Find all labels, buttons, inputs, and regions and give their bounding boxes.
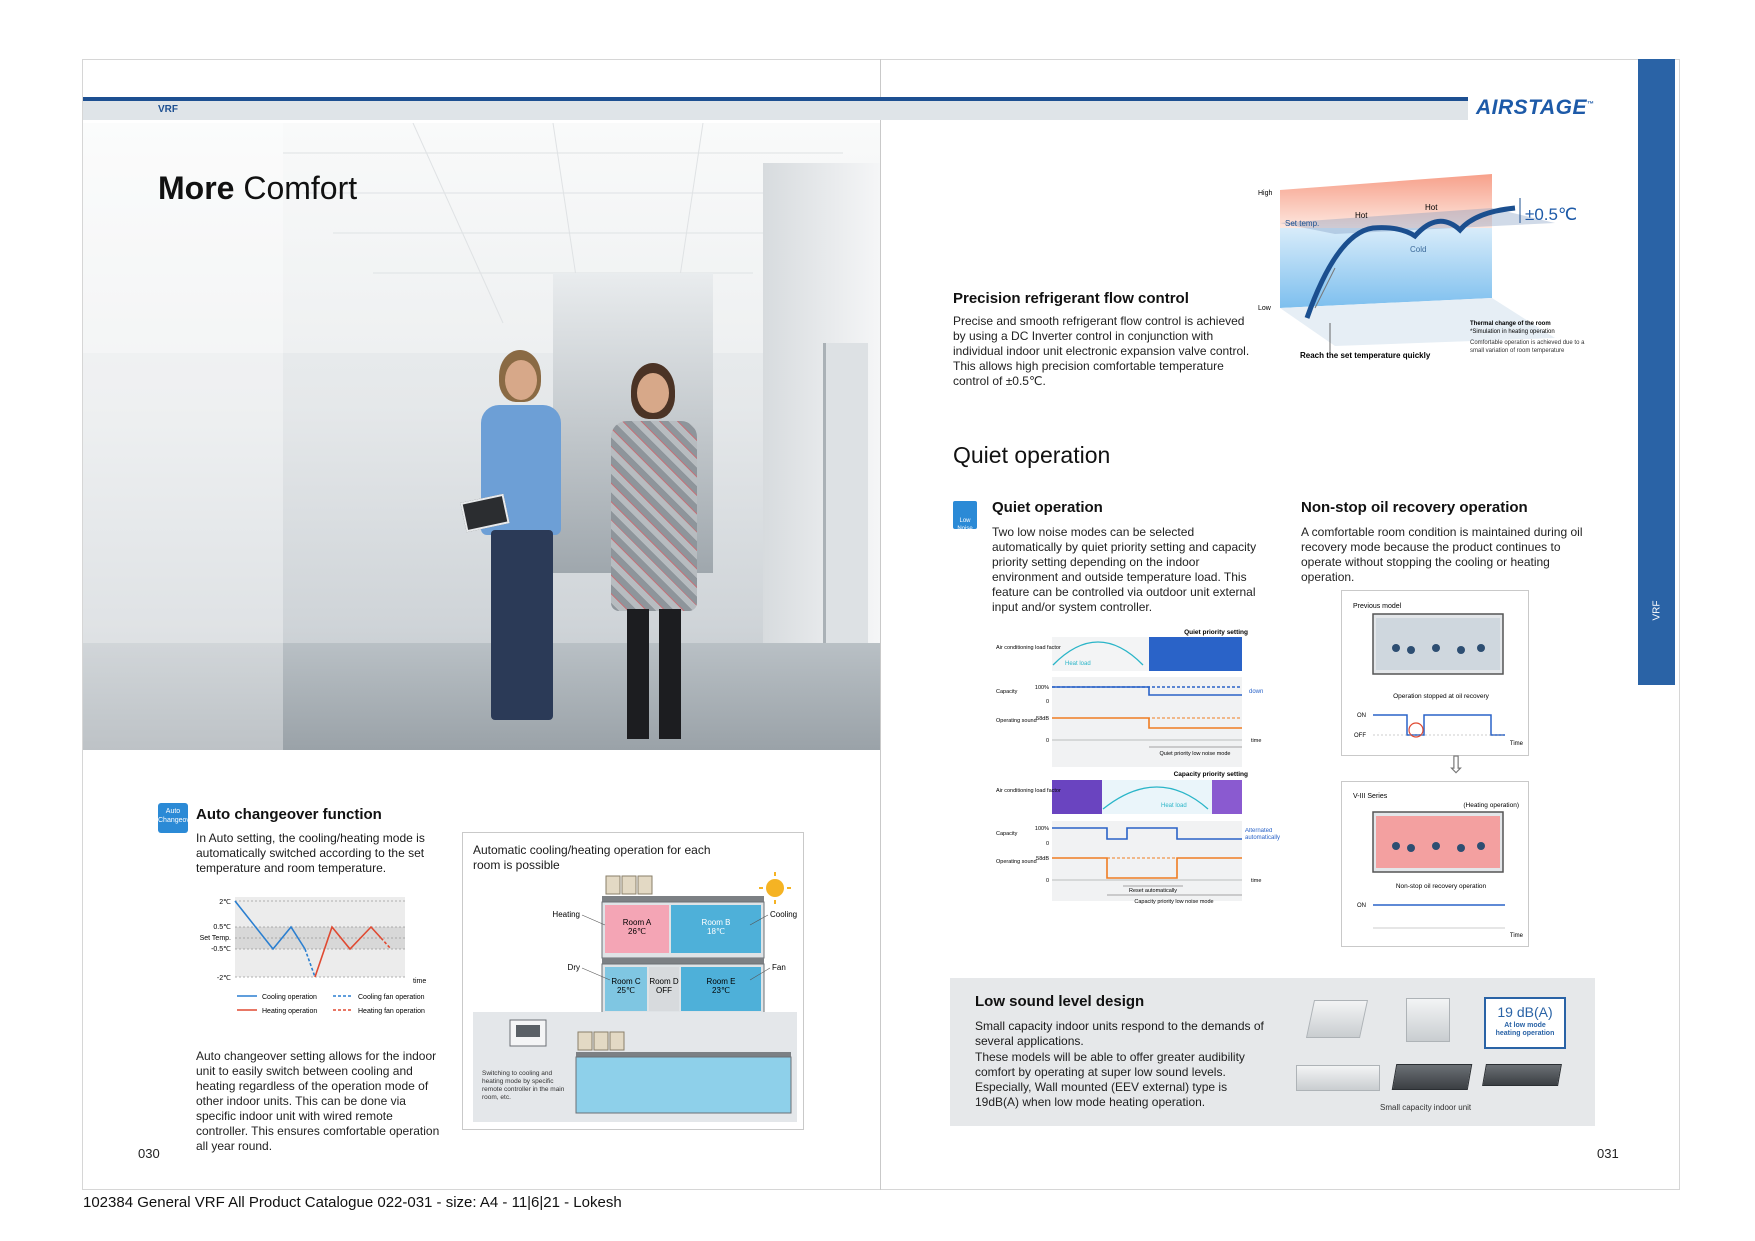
side-tab — [1638, 59, 1675, 685]
chart1-db: 58dB — [1036, 716, 1049, 722]
y-label-2: 2℃ — [219, 899, 231, 906]
chart1-down: down — [1249, 689, 1264, 695]
hero-title-bold: More — [158, 170, 235, 206]
chart1-zero-b: 0 — [1045, 738, 1049, 744]
chart1-row-sound: Operating sound — [996, 718, 1037, 724]
page-number-right: 031 — [1597, 1146, 1619, 1161]
low-sound-heading: Low sound level design — [975, 993, 1145, 1010]
room-a-name: Room A — [622, 918, 652, 927]
chart2-db: 58dB — [1036, 856, 1049, 862]
person-plaid-dress — [593, 363, 713, 750]
auto-changeover-body: Auto changeover setting allows for the indoor unit to easily switch between cooling and heating regardless of the operation mode of other indoor units. This can be done via specific indoor unit with wired remote controller. This ensures comfortable operation all year round. — [196, 1049, 440, 1153]
low-noise-icon: Low Noise — [953, 501, 977, 529]
chart2-100: 100% — [1034, 826, 1049, 832]
legend-heating-fan: Heating fan operation — [358, 1008, 425, 1015]
low-sound-body: These models will be able to offer greater audibility comfort by operating at super low sound levels. Especially, Wall mounted (EEV external) type is 19dB(A) when low mode heating operation. — [975, 1050, 1245, 1109]
quiet-charts — [993, 625, 1313, 910]
label-hot-2: Hot — [1425, 203, 1438, 212]
chart2-zero-b: 0 — [1045, 878, 1049, 884]
remote-caption: Switching to cooling and heating mode by specific remote controller in the main room, etc. — [482, 1070, 565, 1101]
photo-glass-panel — [83, 123, 283, 750]
label-reach: Reach the set temperature quickly — [1300, 351, 1431, 360]
prev-on: ON — [1357, 713, 1366, 719]
airstage-logo — [1476, 96, 1594, 120]
brand-mark: ™ — [1586, 101, 1595, 108]
precision-heading: Precision refrigerant flow control — [953, 290, 1189, 307]
chart1-time: time — [1251, 738, 1262, 744]
room-b-name: Room B — [701, 918, 731, 927]
label-high: High — [1258, 190, 1273, 197]
room-a-value: 26℃ — [628, 927, 646, 936]
quiet-section-title: Quiet operation — [953, 442, 1111, 468]
chart1-title: Quiet priority setting — [1184, 629, 1248, 636]
room-c-value: 25℃ — [617, 986, 635, 995]
y-label-set: Set Temp. — [199, 935, 231, 942]
series-time: Time — [1509, 933, 1523, 939]
series-label: V-III Series — [1353, 793, 1388, 800]
duct-unit-2 — [1482, 1064, 1562, 1086]
quiet-body: Two low noise modes can be selected automatically by quiet priority setting and capacity priority setting depending on the indoor environment and outside temperature load. This feature can be controlled via outdoor unit external input and/or system controller. — [992, 525, 1257, 614]
chart2-night-band-left — [1052, 780, 1102, 814]
chart1-zero-a: 0 — [1045, 699, 1049, 705]
chart2-mode: Capacity priority low noise mode — [1134, 899, 1214, 905]
auto-changeover-intro: In Auto setting, the cooling/heating mode is automatically switched according to the set temperature and room temperature. — [196, 831, 425, 875]
auto-changeover-heading: Auto changeover function — [196, 806, 382, 823]
room-e-name: Room E — [706, 977, 736, 986]
chart2-row-capacity: Capacity — [996, 831, 1018, 837]
y-label-05: 0.5℃ — [213, 924, 231, 931]
small-unit-caption: Small capacity indoor unit — [1380, 1103, 1472, 1112]
chart2-alternated: Alternated automatically — [1245, 828, 1281, 841]
auto-changeover-icon: Auto Changeover — [158, 803, 188, 833]
floor-console-unit — [1406, 998, 1450, 1042]
db-value: 19 dB(A) — [1497, 1004, 1553, 1020]
label-thermal-note: *Simulation in heating operation — [1470, 329, 1555, 335]
down-arrow-icon: ⇩ — [1446, 752, 1467, 779]
label-fan: Fan — [772, 963, 786, 972]
header-band — [83, 101, 1468, 120]
label-dry: Dry — [567, 963, 580, 972]
room-e-value: 23℃ — [712, 986, 730, 995]
chart2-night-band-right — [1212, 780, 1242, 814]
side-tab-label: VRF — [1651, 600, 1663, 621]
legend-heating: Heating operation — [262, 1008, 318, 1015]
chart1-heat-load: Heat load — [1065, 661, 1091, 667]
label-hot-1: Hot — [1355, 211, 1368, 220]
series-heating-note: (Heating operation) — [1463, 802, 1519, 809]
label-tolerance: ±0.5℃ — [1525, 205, 1578, 224]
page-number-left: 030 — [138, 1146, 160, 1161]
chart2-heat-load: Heat load — [1161, 803, 1187, 809]
cassette-unit — [1306, 1000, 1368, 1038]
chart2-time: time — [1251, 878, 1262, 884]
chart1-row-load: Air conditioning load factor — [996, 645, 1061, 651]
auto-changeover-graph — [195, 893, 440, 1018]
prev-label: Previous model — [1353, 603, 1402, 610]
prev-off: OFF — [1354, 733, 1366, 739]
chart2-row-load: Air conditioning load factor — [996, 788, 1061, 794]
precision-body: Precise and smooth refrigerant flow control is achieved by using a DC Inverter control in conjunction with individual indoor unit electronic expansion valve control. This allows high precision comfortable temperature control of ±0.5℃. — [953, 314, 1250, 388]
series-on: ON — [1357, 903, 1366, 909]
chart2-zero-a: 0 — [1045, 841, 1049, 847]
label-set-temp: Set temp. — [1285, 219, 1320, 228]
page-gutter — [880, 59, 881, 1190]
brand-name: AIRSTAGE — [1476, 96, 1587, 119]
duct-unit-1 — [1392, 1064, 1473, 1090]
open-office — [576, 1057, 791, 1113]
person-blue-shirt — [463, 350, 573, 750]
db-badge — [1484, 997, 1566, 1049]
label-low: Low — [1258, 305, 1271, 312]
label-cold: Cold — [1410, 245, 1427, 254]
label-comfort-note: Comfortable operation is achieved due to a small variation of room temperature — [1470, 340, 1585, 354]
oil-recovery-diagram — [1341, 590, 1531, 950]
precision-chart — [1255, 168, 1610, 376]
auto-room-diagram — [470, 870, 800, 1125]
print-slug: 102384 General VRF All Product Catalogue 022-031 - size: A4 - 11|6|21 - Lokesh — [83, 1194, 622, 1211]
db-note: At low mode heating operation — [1495, 1022, 1555, 1037]
hero-title-light: Comfort — [243, 170, 358, 206]
room-d-value: OFF — [656, 986, 672, 995]
chart1-mode: Quiet priority low noise mode — [1159, 751, 1231, 757]
auto-room-title: Automatic cooling/heating operation for each room is possible — [473, 843, 711, 872]
wall-mounted-unit — [1296, 1065, 1380, 1091]
chart2-reset: Reset automatically — [1129, 888, 1177, 894]
oil-heading: Non-stop oil recovery operation — [1301, 499, 1528, 516]
prev-caption: Operation stopped at oil recovery — [1393, 693, 1489, 700]
legend-cooling: Cooling operation — [262, 994, 317, 1001]
chart1-100: 100% — [1034, 685, 1049, 691]
prev-time: Time — [1509, 741, 1523, 747]
room-d-name: Room D — [649, 977, 679, 986]
section-tag: VRF — [158, 104, 178, 115]
x-label-time: time — [413, 978, 427, 985]
label-heating: Heating — [552, 910, 580, 919]
cool-zone — [1280, 228, 1492, 308]
chart1-night-band — [1149, 637, 1242, 671]
y-label-m2: -2℃ — [216, 975, 231, 982]
label-thermal: Thermal change of the room — [1470, 321, 1551, 327]
chart2-title: Capacity priority setting — [1173, 771, 1248, 778]
quiet-heading: Quiet operation — [992, 499, 1103, 516]
sun-icon — [766, 879, 784, 897]
chart1-row-capacity: Capacity — [996, 689, 1018, 695]
legend-cooling-fan: Cooling fan operation — [358, 994, 425, 1001]
y-label-m05: -0.5℃ — [211, 946, 231, 953]
oil-body: A comfortable room condition is maintained during oil recovery mode because the product continues to operate without stopping the cooling or heating operation. — [1301, 525, 1583, 584]
room-c-name: Room C — [611, 977, 641, 986]
hero-photo — [83, 123, 880, 750]
hero-title — [158, 170, 357, 207]
chart2-row-sound: Operating sound — [996, 859, 1037, 865]
label-cooling: Cooling — [770, 910, 798, 919]
series-caption: Non-stop oil recovery operation — [1395, 883, 1487, 890]
low-sound-intro: Small capacity indoor units respond to the demands of several applications. — [975, 1019, 1264, 1048]
room-b-value: 18℃ — [707, 927, 725, 936]
